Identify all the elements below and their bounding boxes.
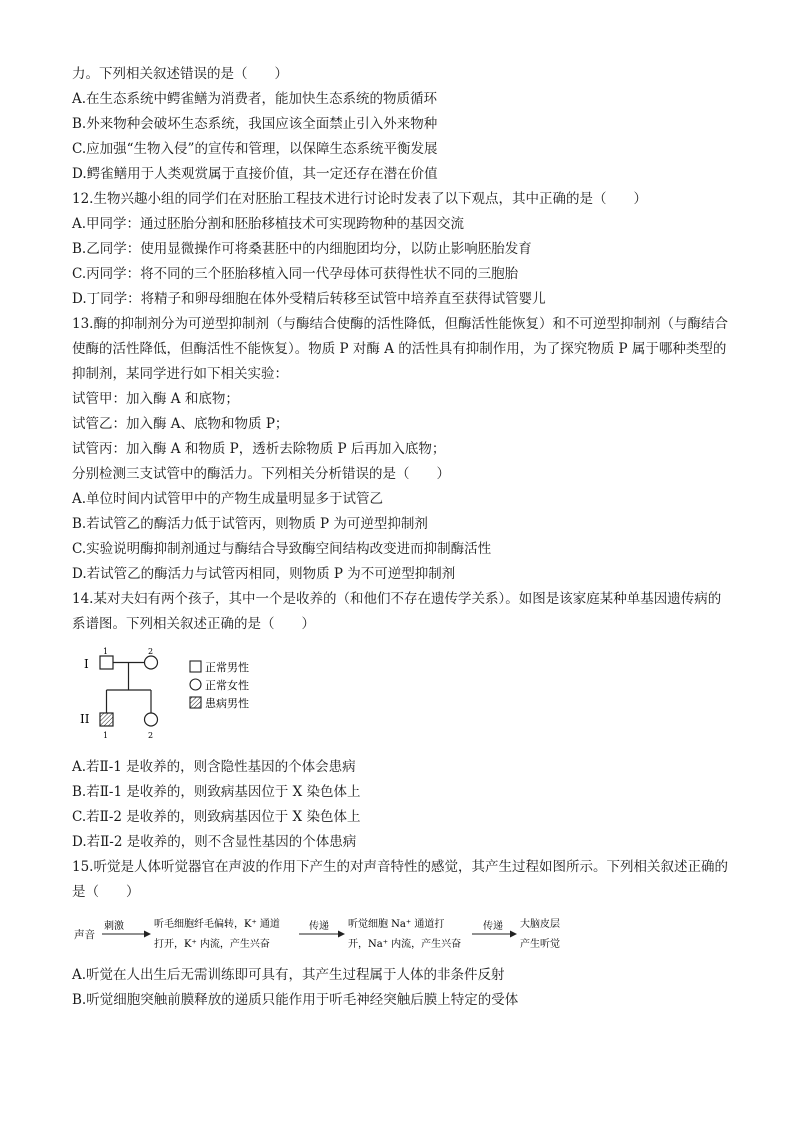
flow-end-bottom: 产生听觉: [520, 939, 560, 950]
question-stem: 力。下列相关叙述错误的是（ ）: [72, 66, 288, 82]
option-a: A.甲同学：通过胚胎分割和胚胎移植技术可实现跨物种的基因交流: [72, 216, 465, 232]
question-15: [72, 855, 732, 1013]
option-c: C.实验说明酶抑制剂通过与酶结合导致酶空间结构改变进而抑制酶活性: [72, 541, 492, 557]
question-stem: 15.听觉是人体听觉器官在声波的作用下产生的对声音特性的感觉，其产生过程如图所示。下列相关叙述正确的是（ ）: [72, 859, 728, 900]
generation-2-label: II: [80, 712, 90, 726]
normal-male-symbol: [100, 656, 113, 669]
legend-affected-male-icon: [190, 697, 201, 708]
option-c: C.若Ⅱ-2 是收养的，则致病基因位于 X 染色体上: [72, 809, 361, 825]
flow-step-2-top: 听觉细胞 Na⁺ 通道打: [348, 919, 445, 930]
flow-start: 声音: [74, 929, 95, 941]
question-14: [72, 587, 732, 855]
exam-page: [72, 62, 732, 1013]
flow-step-1-bottom: 打开，K⁺ 内流，产生兴奋: [154, 939, 270, 950]
question-11: [72, 62, 732, 187]
option-d: D.若Ⅱ-2 是收养的，则不含显性基因的个体患病: [72, 834, 357, 850]
option-a: A.单位时间内试管甲中的产物生成量明显多于试管乙: [72, 491, 384, 507]
affected-male-symbol: [100, 713, 113, 726]
tube-bing: 试管丙：加入酶 A 和物质 P，透析去除物质 P 后再加入底物；: [72, 441, 446, 457]
flow-arrow-label: 传递: [309, 921, 329, 932]
question-13: [72, 312, 732, 587]
flow-chart: [72, 907, 572, 959]
legend-affected-male: 患病男性: [205, 697, 249, 710]
normal-female-symbol: [145, 713, 158, 726]
normal-female-symbol: [145, 656, 158, 669]
option-b: B.外来物种会破坏生态系统，我国应该全面禁止引入外来物种: [72, 116, 438, 132]
option-b: B.乙同学：使用显微操作可将桑葚胚中的内细胞团均分，以防止影响胚胎发育: [72, 241, 532, 257]
flow-arrow-label: 传递: [483, 921, 503, 932]
option-b: B.听觉细胞突触前膜释放的递质只能作用于听毛神经突触后膜上特定的受体: [72, 992, 519, 1008]
question-stem: 13.酶的抑制剂分为可逆型抑制剂（与酶结合使酶的活性降低，但酶活性能恢复）和不可逆型抑制剂（与酶结合使酶的活性降低，但酶活性不能恢复）。物质 P 对酶 A 的活性具有抑制作用，为了探究物质 P 属于哪种类型的抑制剂，某同学进行如下相关实验：: [72, 316, 728, 382]
option-d: D.丁同学：将精子和卵母细胞在体外受精后转移至试管中培养直至获得试管婴儿: [72, 291, 546, 307]
option-c: C.应加强“生物入侵”的宣传和管理，以保障生态系统平衡发展: [72, 141, 438, 157]
option-c: C.丙同学：将不同的三个胚胎移植入同一代孕母体可获得性状不同的三胞胎: [72, 266, 519, 282]
pedigree-figure: [72, 643, 732, 751]
individual-number: 2: [148, 731, 154, 740]
option-b: B.若试管乙的酶活力低于试管丙，则物质 P 为可逆型抑制剂: [72, 516, 428, 532]
question-stem: 14.某对夫妇有两个孩子，其中一个是收养的（和他们不存在遗传学关系）。如图是该家庭某种单基因遗传病的系谱图。下列相关叙述正确的是（ ）: [72, 591, 722, 632]
question-stem: 12.生物兴趣小组的同学们在对胚胎工程技术进行讨论时发表了以下观点，其中正确的是（ ）: [72, 191, 647, 207]
option-a: A.在生态系统中鳄雀鳝为消费者，能加快生态系统的物质循环: [72, 91, 438, 107]
legend-normal-male-icon: [190, 661, 201, 672]
individual-number: 1: [103, 731, 109, 740]
option-a: A.听觉在人出生后无需训练即可具有，其产生过程属于人体的非条件反射: [72, 967, 505, 983]
question-prompt: 分别检测三支试管中的酶活力。下列相关分析错误的是（ ）: [72, 466, 450, 482]
flow-step-2-bottom: 开，Na⁺ 内流，产生兴奋: [348, 939, 462, 950]
pedigree-chart: [72, 643, 292, 751]
flow-arrow-label: 刺激: [104, 921, 124, 932]
hearing-flow-diagram: [72, 907, 732, 959]
option-a: A.若Ⅱ-1 是收养的，则含隐性基因的个体会患病: [72, 759, 356, 775]
option-d: D.若试管乙的酶活力与试管丙相同，则物质 P 为不可逆型抑制剂: [72, 566, 456, 582]
flow-step-1-top: 听毛细胞纤毛偏转，K⁺ 通道: [154, 919, 280, 930]
option-d: D.鳄雀鳝用于人类观赏属于直接价值，其一定还存在潜在价值: [72, 166, 438, 182]
tube-jia: 试管甲：加入酶 A 和底物；: [72, 391, 239, 407]
option-b: B.若Ⅱ-1 是收养的，则致病基因位于 X 染色体上: [72, 784, 361, 800]
individual-number: 2: [148, 647, 154, 656]
tube-yi: 试管乙：加入酶 A、底物和物质 P；: [72, 416, 289, 432]
question-12: [72, 187, 732, 312]
legend-normal-female-icon: [190, 679, 201, 690]
legend-normal-male: 正常男性: [205, 661, 249, 674]
individual-number: 1: [103, 647, 109, 656]
generation-1-label: I: [84, 657, 89, 671]
flow-end-top: 大脑皮层: [520, 919, 560, 930]
legend-normal-female: 正常女性: [205, 679, 249, 692]
